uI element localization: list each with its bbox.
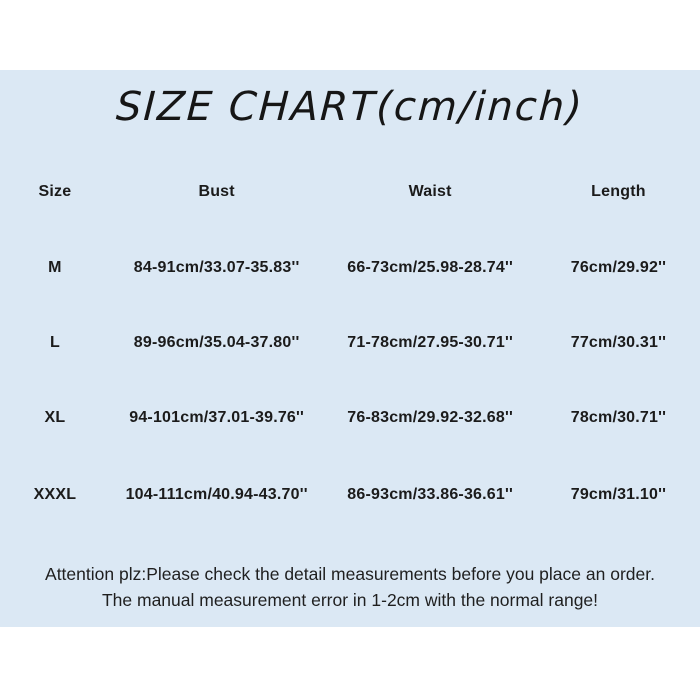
attention-note — [0, 561, 700, 613]
waist-value: 71-78cm/27.95-30.71'' — [347, 334, 513, 351]
length-value: 79cm/31.10'' — [570, 486, 667, 503]
bust-value: 104-111cm/40.94-43.70'' — [125, 486, 308, 503]
page-title: SIZE CHART(cm/inch) — [114, 84, 586, 130]
length-value: 77cm/30.31'' — [570, 334, 667, 351]
bust-value: 94-101cm/37.01-39.76'' — [129, 409, 305, 426]
table-row-l — [0, 334, 700, 352]
waist-value: 76-83cm/29.92-32.68'' — [347, 409, 513, 426]
attention-line-2: The manual measurement error in 1-2cm with the normal range! — [101, 590, 599, 610]
attention-line-1: Attention plz:Please check the detail measurements before you place an order. — [45, 564, 655, 584]
length-value: 78cm/30.71'' — [570, 409, 667, 426]
table-row-xxxl — [0, 486, 700, 504]
size-value: L — [49, 334, 60, 351]
column-header-bust: Bust — [198, 183, 235, 200]
size-value: XXXL — [33, 486, 77, 503]
size-value: XL — [44, 409, 66, 426]
column-header-length: Length — [591, 183, 646, 200]
table-row-m — [0, 259, 700, 277]
bust-value: 89-96cm/35.04-37.80'' — [133, 334, 300, 351]
waist-value: 86-93cm/33.86-36.61'' — [347, 486, 513, 503]
length-value: 76cm/29.92'' — [570, 259, 667, 276]
table-row-xl — [0, 409, 700, 427]
column-header-waist: Waist — [408, 183, 452, 200]
size-value: M — [48, 259, 62, 276]
column-header-size: Size — [38, 183, 72, 200]
waist-value: 66-73cm/25.98-28.74'' — [347, 259, 513, 276]
table-header-row — [0, 183, 700, 201]
bust-value: 84-91cm/33.07-35.83'' — [133, 259, 300, 276]
